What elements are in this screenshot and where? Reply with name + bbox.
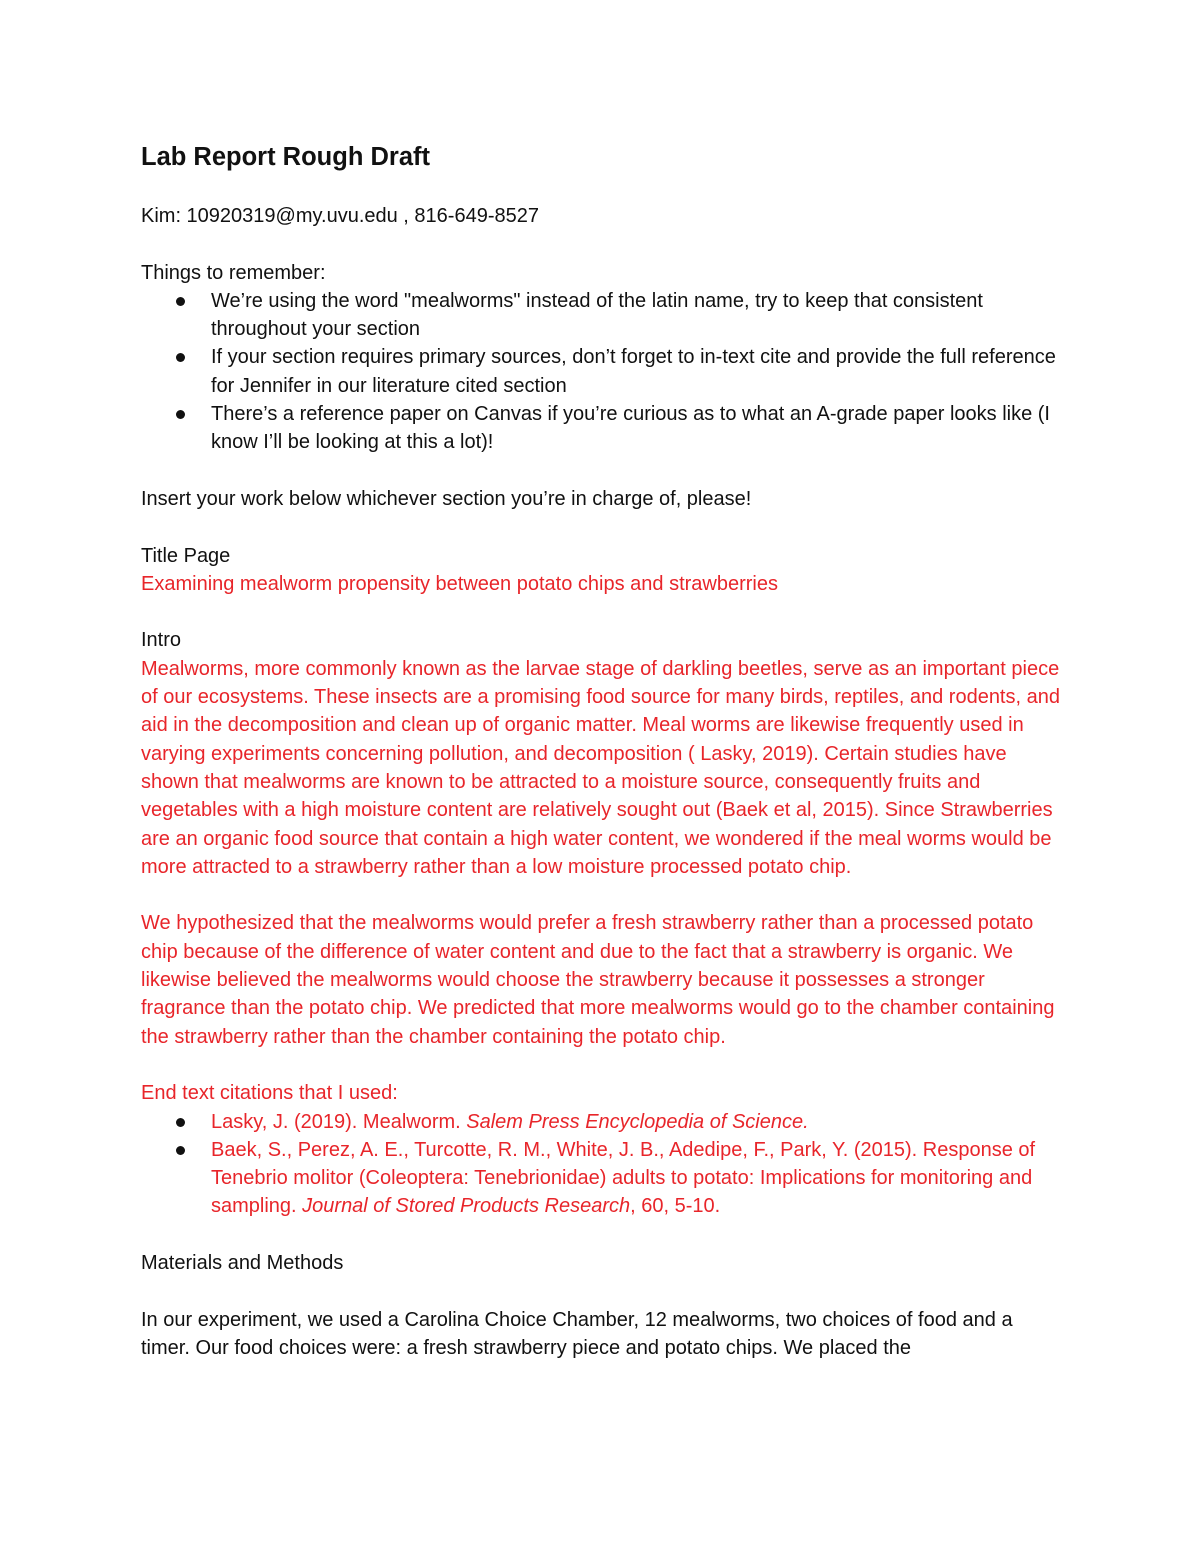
spacer [141,598,1061,626]
citation-text: Baek, S., Perez, A. E., Turcotte, R. M., White, J. B., Adedipe, F., Park, Y. (2015). Response of Tenebrio molitor (Coleoptera: Tenebrionidae) adults to potato: Implications for monitoring and sampling. [211,1138,1036,1218]
citation-source: Salem Press Encyclopedia of Science. [466,1110,809,1133]
list-item-text: If your section requires primary sources, don’t forget to in-text cite and provide the full reference for Jennifer in our literature cited section [211,346,1056,397]
spacer [141,881,1061,909]
citation-text: Lasky, J. (2019). Mealworm. [211,1110,467,1133]
spacer [141,1051,1061,1079]
list-item [141,287,1061,344]
intro-paragraph-2: We hypothesized that the mealworms would prefer a fresh strawberry rather than a processed potato chip because of the difference of water content and due to the fact that a strawberry is organic. We likewise believed the mealworms would choose the strawberry because it possesses a stronger fragrance than the potato chip. We predicted that more mealworms would go to the chamber containing the strawberry rather than the chamber containing the potato chip. [141,912,1055,1048]
spacer [141,457,1061,485]
bullet-icon [176,1118,185,1127]
spacer [141,1277,1061,1305]
citations-heading: End text citations that I used: [141,1082,398,1105]
bullet-icon [176,297,185,306]
list-item-text: We’re using the word "mealworms" instead of the latin name, try to keep that consistent throughout your section [211,289,983,341]
title-page-text: Examining mealworm propensity between potato chips and strawberries [141,572,778,595]
citation-source: Journal of Stored Products Research [302,1195,631,1218]
remember-heading: Things to remember: [141,261,326,284]
citation-item [141,1108,1061,1136]
bullet-icon [176,410,185,419]
list-item [141,343,1061,400]
document-title: Lab Report Rough Draft [141,143,430,171]
methods-paragraph-1: In our experiment, we used a Carolina Choice Chamber, 12 mealworms, two choices of food and a timer. Our food choices were: a fresh strawberry piece and potato chips. We placed the [141,1308,1013,1359]
citation-item [141,1136,1061,1221]
intro-paragraph-1: Mealworms, more commonly known as the larvae stage of darkling beetles, serve as an important piece of our ecosystems. These insects are a promising food source for many birds, reptiles, and rodents, and aid in the decomposition and clean up of organic matter. Meal worms are likewise frequently used in varying experiments concerning pollution, and decomposition ( Lasky, 2019). Certain studies have shown that mealworms are known to be attracted to a moisture source, consequently fruits and vegetables with a high moisture content are relatively sought out (Baek et al, 2015). Since Strawberries are an organic food source that contain a high water content, we wondered if the meal worms would be more attracted to a strawberry rather than a low moisture processed potato chip. [141,657,1060,878]
spacer [141,1221,1061,1249]
spacer [141,230,1061,258]
citations-list [141,1108,1061,1221]
list-item-text: There’s a reference paper on Canvas if you’re curious as to what an A-grade paper looks like (I know I’ll be looking at this a lot)! [211,403,1050,454]
intro-heading: Intro [141,629,182,652]
bullet-icon [176,1146,185,1155]
contact-line: Kim: 10920319@my.uvu.edu , 816-649-8527 [141,205,539,227]
title-page-heading: Title Page [141,544,231,567]
document-page [141,140,1061,1362]
insert-note: Insert your work below whichever section you’re in charge of, please! [141,487,752,510]
remember-list [141,287,1061,457]
list-item [141,400,1061,457]
citation-volume: , 60, 5-10. [630,1195,721,1218]
methods-heading: Materials and Methods [141,1251,344,1274]
bullet-icon [176,353,185,362]
spacer [141,513,1061,541]
